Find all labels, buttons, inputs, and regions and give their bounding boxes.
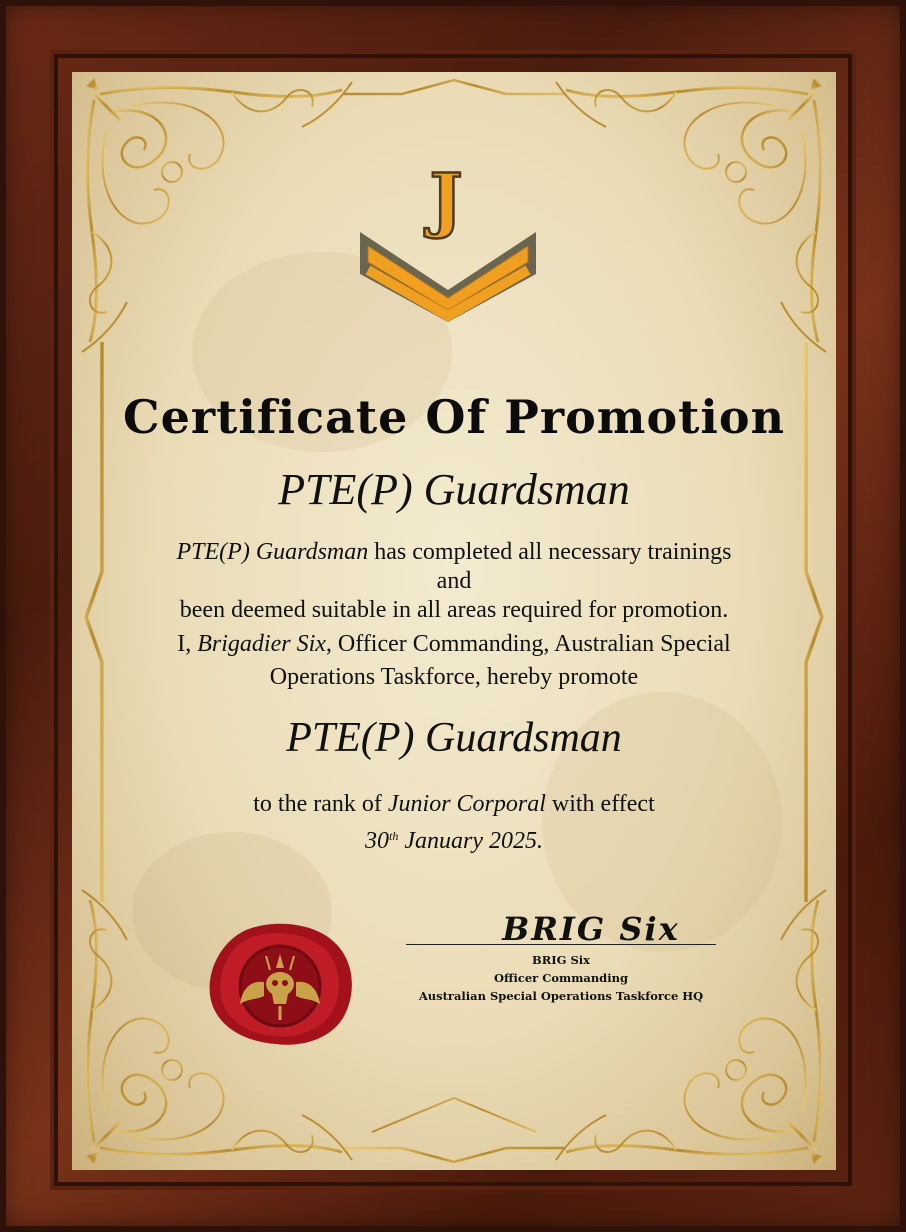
rank-prefix: to the rank of bbox=[253, 791, 388, 817]
signatory-name: BRIG Six bbox=[531, 953, 590, 967]
wax-seal-emblem bbox=[206, 920, 356, 1050]
certificate-title: Certificate Of Promotion bbox=[122, 390, 786, 444]
statement-text: and bbox=[436, 568, 472, 594]
handwritten-signature: BRIG Six bbox=[502, 910, 680, 948]
recipient-name-repeat: PTE(P) Guardsman bbox=[286, 715, 622, 761]
promotion-text: Operations Taskforce, hereby promote bbox=[269, 664, 639, 690]
signatory-role: Officer Commanding bbox=[494, 971, 628, 985]
promotion-paragraph bbox=[72, 628, 836, 694]
certificate-paper bbox=[72, 72, 836, 1170]
rank-insignia-chevron bbox=[358, 162, 538, 322]
signature-block bbox=[406, 910, 716, 1005]
promotion-prefix: I, bbox=[177, 631, 198, 657]
rank-suffix: with effect bbox=[545, 791, 655, 817]
recipient-name: PTE(P) Guardsman bbox=[278, 465, 630, 514]
statement-text: been deemed suitable in all areas required for promotion. bbox=[179, 597, 729, 623]
rank-paragraph bbox=[72, 788, 836, 857]
statement-paragraph bbox=[72, 538, 836, 625]
new-rank: Junior Corporal bbox=[387, 791, 546, 817]
statement-recipient: PTE(P) Guardsman bbox=[176, 539, 369, 565]
statement-text: has completed all necessary trainings bbox=[368, 539, 732, 565]
effective-date: 30th January 2025. bbox=[365, 828, 543, 854]
signatory-unit: Australian Special Operations Taskforce HQ bbox=[418, 989, 704, 1003]
officer-name: Brigadier Six, bbox=[197, 631, 332, 657]
insignia-letter: J bbox=[429, 162, 463, 241]
promotion-text: Officer Commanding, Australian Special bbox=[331, 631, 731, 657]
